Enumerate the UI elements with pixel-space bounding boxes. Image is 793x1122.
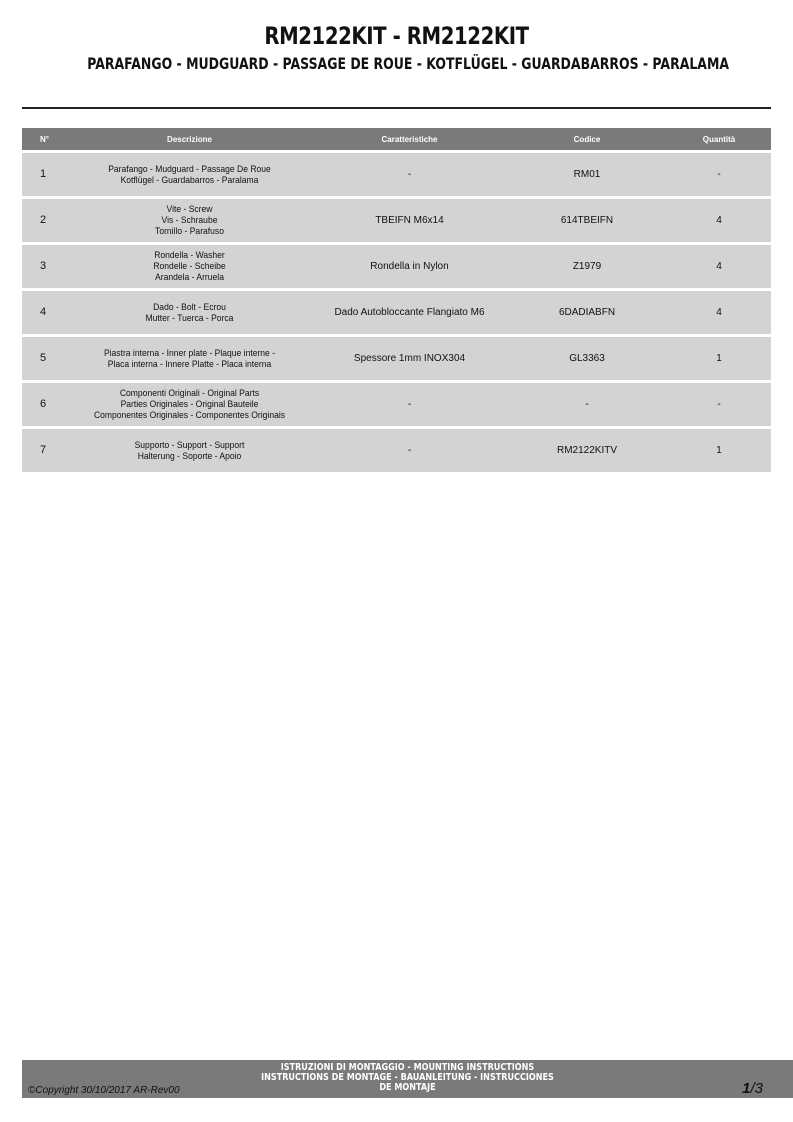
row-number: 1 xyxy=(22,153,67,196)
row-number: 7 xyxy=(22,429,67,472)
row-code: - xyxy=(507,383,667,426)
row-description xyxy=(67,245,312,288)
description-line: Vite - Screw xyxy=(166,204,213,215)
column-header-description: Descrizione xyxy=(67,128,312,150)
page-current: 1 xyxy=(742,1080,751,1097)
row-number: 3 xyxy=(22,245,67,288)
row-quantity: 4 xyxy=(667,245,771,288)
row-description xyxy=(67,383,312,426)
instructions-title xyxy=(80,1063,735,1093)
description-line: Componentes Originales - Componentes Originais xyxy=(93,410,286,421)
row-number: 2 xyxy=(22,199,67,242)
row-characteristics: - xyxy=(312,429,507,472)
parts-table xyxy=(22,125,771,475)
row-characteristics: Spessore 1mm INOX304 xyxy=(312,337,507,380)
row-quantity: - xyxy=(667,383,771,426)
table-row xyxy=(22,337,771,380)
page-number xyxy=(742,1080,763,1097)
description-line: Halterung - Soporte - Apoio xyxy=(137,450,242,462)
description-line: Vis - Schraube xyxy=(161,215,218,226)
row-quantity: - xyxy=(667,153,771,196)
description-line: Placa interna - Innere Platte - Placa interna xyxy=(107,358,272,370)
row-number: 5 xyxy=(22,337,67,380)
row-characteristics: Rondella in Nylon xyxy=(312,245,507,288)
instructions-line: DE MONTAJE xyxy=(379,1082,436,1093)
description-line: Rondella - Washer xyxy=(154,250,225,261)
description-line: Dado - Bolt - Ecrou xyxy=(153,301,226,313)
page-total: /3 xyxy=(750,1080,763,1097)
row-code: GL3363 xyxy=(507,337,667,380)
title-divider xyxy=(22,107,771,109)
column-header-number: N° xyxy=(22,128,67,150)
table-row xyxy=(22,245,771,288)
document-title: RM2122KIT - RM2122KIT xyxy=(264,22,529,50)
description-line: Parties Originales - Original Bauteile xyxy=(120,399,259,410)
table-row xyxy=(22,383,771,426)
description-line: Supporto - Support - Support xyxy=(134,439,245,451)
row-description xyxy=(67,429,312,472)
description-line: Kotflügel - Guardabarros - Paralama xyxy=(120,174,259,186)
row-description xyxy=(67,337,312,380)
instructions-line: ISTRUZIONI DI MONTAGGIO - MOUNTING INSTRUCTIONS xyxy=(280,1062,535,1073)
table-header-row xyxy=(22,128,771,150)
row-quantity: 4 xyxy=(667,199,771,242)
row-code: 6DADIABFN xyxy=(507,291,667,334)
row-code: RM2122KITV xyxy=(507,429,667,472)
row-characteristics: - xyxy=(312,153,507,196)
row-description xyxy=(67,153,312,196)
column-header-quantity: Quantità xyxy=(667,128,771,150)
column-header-code: Codice xyxy=(507,128,667,150)
row-quantity: 1 xyxy=(667,337,771,380)
description-line: Parafango - Mudguard - Passage De Roue xyxy=(108,163,271,175)
copyright-text: ©Copyright 30/10/2017 AR-Rev00 xyxy=(28,1085,180,1096)
description-line: Mutter - Tuerca - Porca xyxy=(145,312,234,324)
footer-bar xyxy=(22,1060,793,1098)
row-code: 614TBEIFN xyxy=(507,199,667,242)
table-row xyxy=(22,199,771,242)
row-characteristics: Dado Autobloccante Flangiato M6 xyxy=(312,291,507,334)
row-quantity: 1 xyxy=(667,429,771,472)
row-characteristics: TBEIFN M6x14 xyxy=(312,199,507,242)
document-subtitle: PARAFANGO - MUDGUARD - PASSAGE DE ROUE - KOTFLÜGEL - GUARDABARROS - PARALAMA xyxy=(87,54,730,73)
table-row xyxy=(22,291,771,334)
row-code: Z1979 xyxy=(507,245,667,288)
description-line: Piastra interna - Inner plate - Plaque interne - xyxy=(103,347,276,359)
column-header-characteristics: Caratteristiche xyxy=(312,128,507,150)
description-line: Tornillo - Parafuso xyxy=(155,226,224,237)
table-row xyxy=(22,429,771,472)
instructions-line: INSTRUCTIONS DE MONTAGE - BAUANLEITUNG - INSTRUCCIONES xyxy=(261,1072,554,1083)
row-quantity: 4 xyxy=(667,291,771,334)
row-description xyxy=(67,291,312,334)
table-row xyxy=(22,153,771,196)
row-characteristics: - xyxy=(312,383,507,426)
row-number: 6 xyxy=(22,383,67,426)
description-line: Arandela - Arruela xyxy=(155,272,224,283)
description-line: Componenti Originali - Original Parts xyxy=(119,388,260,399)
row-code: RM01 xyxy=(507,153,667,196)
description-line: Rondelle - Scheibe xyxy=(153,261,226,272)
row-number: 4 xyxy=(22,291,67,334)
row-description xyxy=(67,199,312,242)
